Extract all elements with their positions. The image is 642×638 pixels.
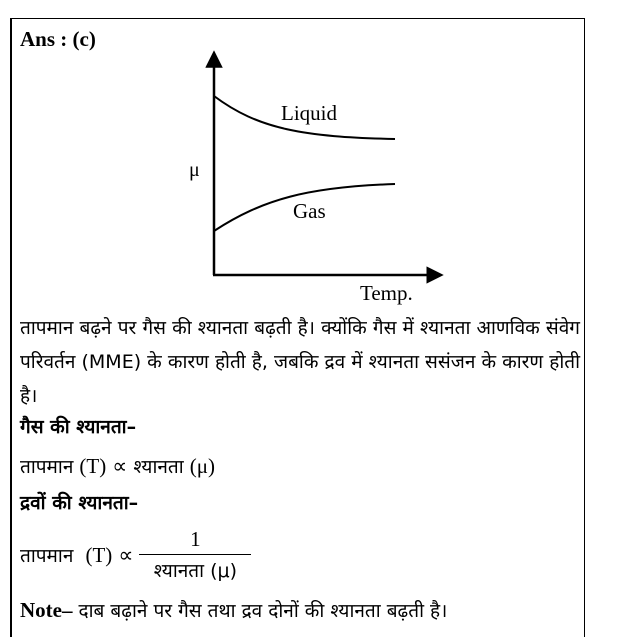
proportional-symbol: ∝	[118, 542, 134, 567]
liquid-lhs: तापमान	[20, 545, 74, 567]
answer-box	[10, 18, 585, 637]
gas-lhs-symbol: (T)	[79, 453, 107, 478]
gas-lhs: तापमान	[20, 456, 74, 478]
note	[20, 597, 447, 623]
note-label: Note–	[20, 598, 73, 622]
liquid-viscosity-relation	[20, 527, 251, 583]
y-axis-label: μ	[189, 159, 200, 181]
gas-rhs-symbol: (μ)	[189, 453, 215, 478]
liquid-lhs-symbol: (T)	[85, 542, 113, 567]
fraction-numerator: 1	[190, 527, 201, 551]
gas-rhs: श्यानता	[133, 456, 184, 478]
fraction-denominator: श्यानता (μ)	[153, 560, 237, 582]
fraction	[139, 527, 251, 583]
viscosity-temperature-graph	[173, 49, 453, 307]
x-axis-label: Temp.	[360, 281, 413, 305]
note-text: दाब बढ़ाने पर गैस तथा द्रव दोनों की श्यानता बढ़ती है।	[72, 600, 448, 622]
gas-viscosity-heading: गैस की श्यानता–	[20, 416, 137, 438]
gas-viscosity-relation	[20, 453, 215, 479]
answer-label: Ans : (c)	[20, 27, 96, 51]
liquid-viscosity-heading: द्रवों की श्यानता–	[20, 492, 139, 514]
proportional-symbol: ∝	[112, 453, 128, 478]
liquid-curve-label: Liquid	[281, 101, 337, 125]
gas-curve-label: Gas	[293, 199, 326, 223]
explanation-paragraph: तापमान बढ़ने पर गैस की श्यानता बढ़ती है। क्योंकि गैस में श्यानता आणविक संवेग परिवर्तन (MME) के कारण होती है, जबकि द्रव में श्यानता ससंजन के कारण होती है।	[20, 317, 580, 407]
